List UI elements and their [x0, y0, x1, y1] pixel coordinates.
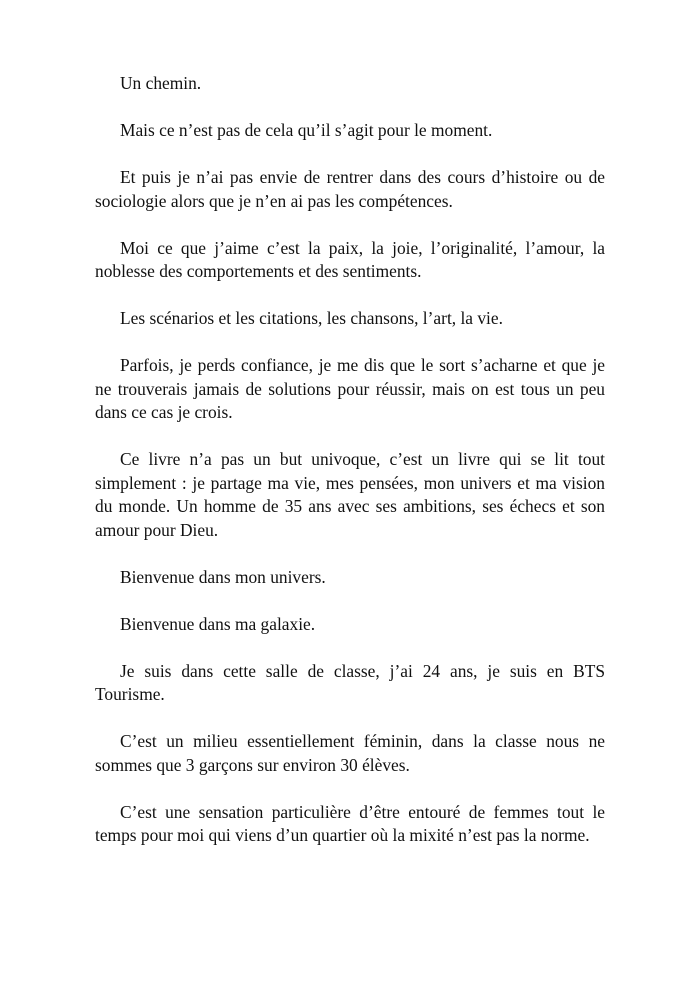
paragraph-2: Mais ce n’est pas de cela qu’il s’agit pour le moment. — [120, 120, 493, 140]
paragraph-9: Bienvenue dans ma galaxie. — [120, 613, 316, 634]
paragraph-12: C’est une sensation particulière d’être entouré de femmes tout le temps pour moi qui viens d’un quartier où la mixité n’est pas la norme. — [95, 801, 605, 845]
paragraph-3: Et puis je n’ai pas envie de rentrer dans des cours d’histoire ou de sociologie alors que je n’en ai pas les compétences. — [95, 167, 605, 211]
paragraph-7: Ce livre n’a pas un but univoque, c’est un livre qui se lit tout simplement : je partage ma vie, mes pensées, mon univers et ma vision du monde. Un homme de 35 ans avec ses ambitions, ses échecs et son amour pour Dieu. — [95, 449, 605, 540]
body-text — [95, 72, 605, 871]
paragraph-1: Un chemin. — [120, 73, 202, 93]
paragraph-8: Bienvenue dans mon univers. — [120, 566, 326, 587]
paragraph-6: Parfois, je perds confiance, je me dis que le sort s’acharne et que je ne trouverais jamais de solutions pour réussir, mais on est tous un peu dans ce cas je crois. — [95, 355, 605, 422]
paragraph-5: Les scénarios et les citations, les chansons, l’art, la vie. — [120, 308, 503, 328]
paragraph-10: Je suis dans cette salle de classe, j’ai 24 ans, je suis en BTS Tourisme. — [95, 660, 605, 704]
paragraph-4: Moi ce que j’aime c’est la paix, la joie, l’originalité, l’amour, la noblesse des comportements et des sentiments. — [95, 237, 605, 281]
paragraph-11: C’est un milieu essentiellement féminin, dans la classe nous ne sommes que 3 garçons sur environ 30 élèves. — [95, 731, 605, 775]
